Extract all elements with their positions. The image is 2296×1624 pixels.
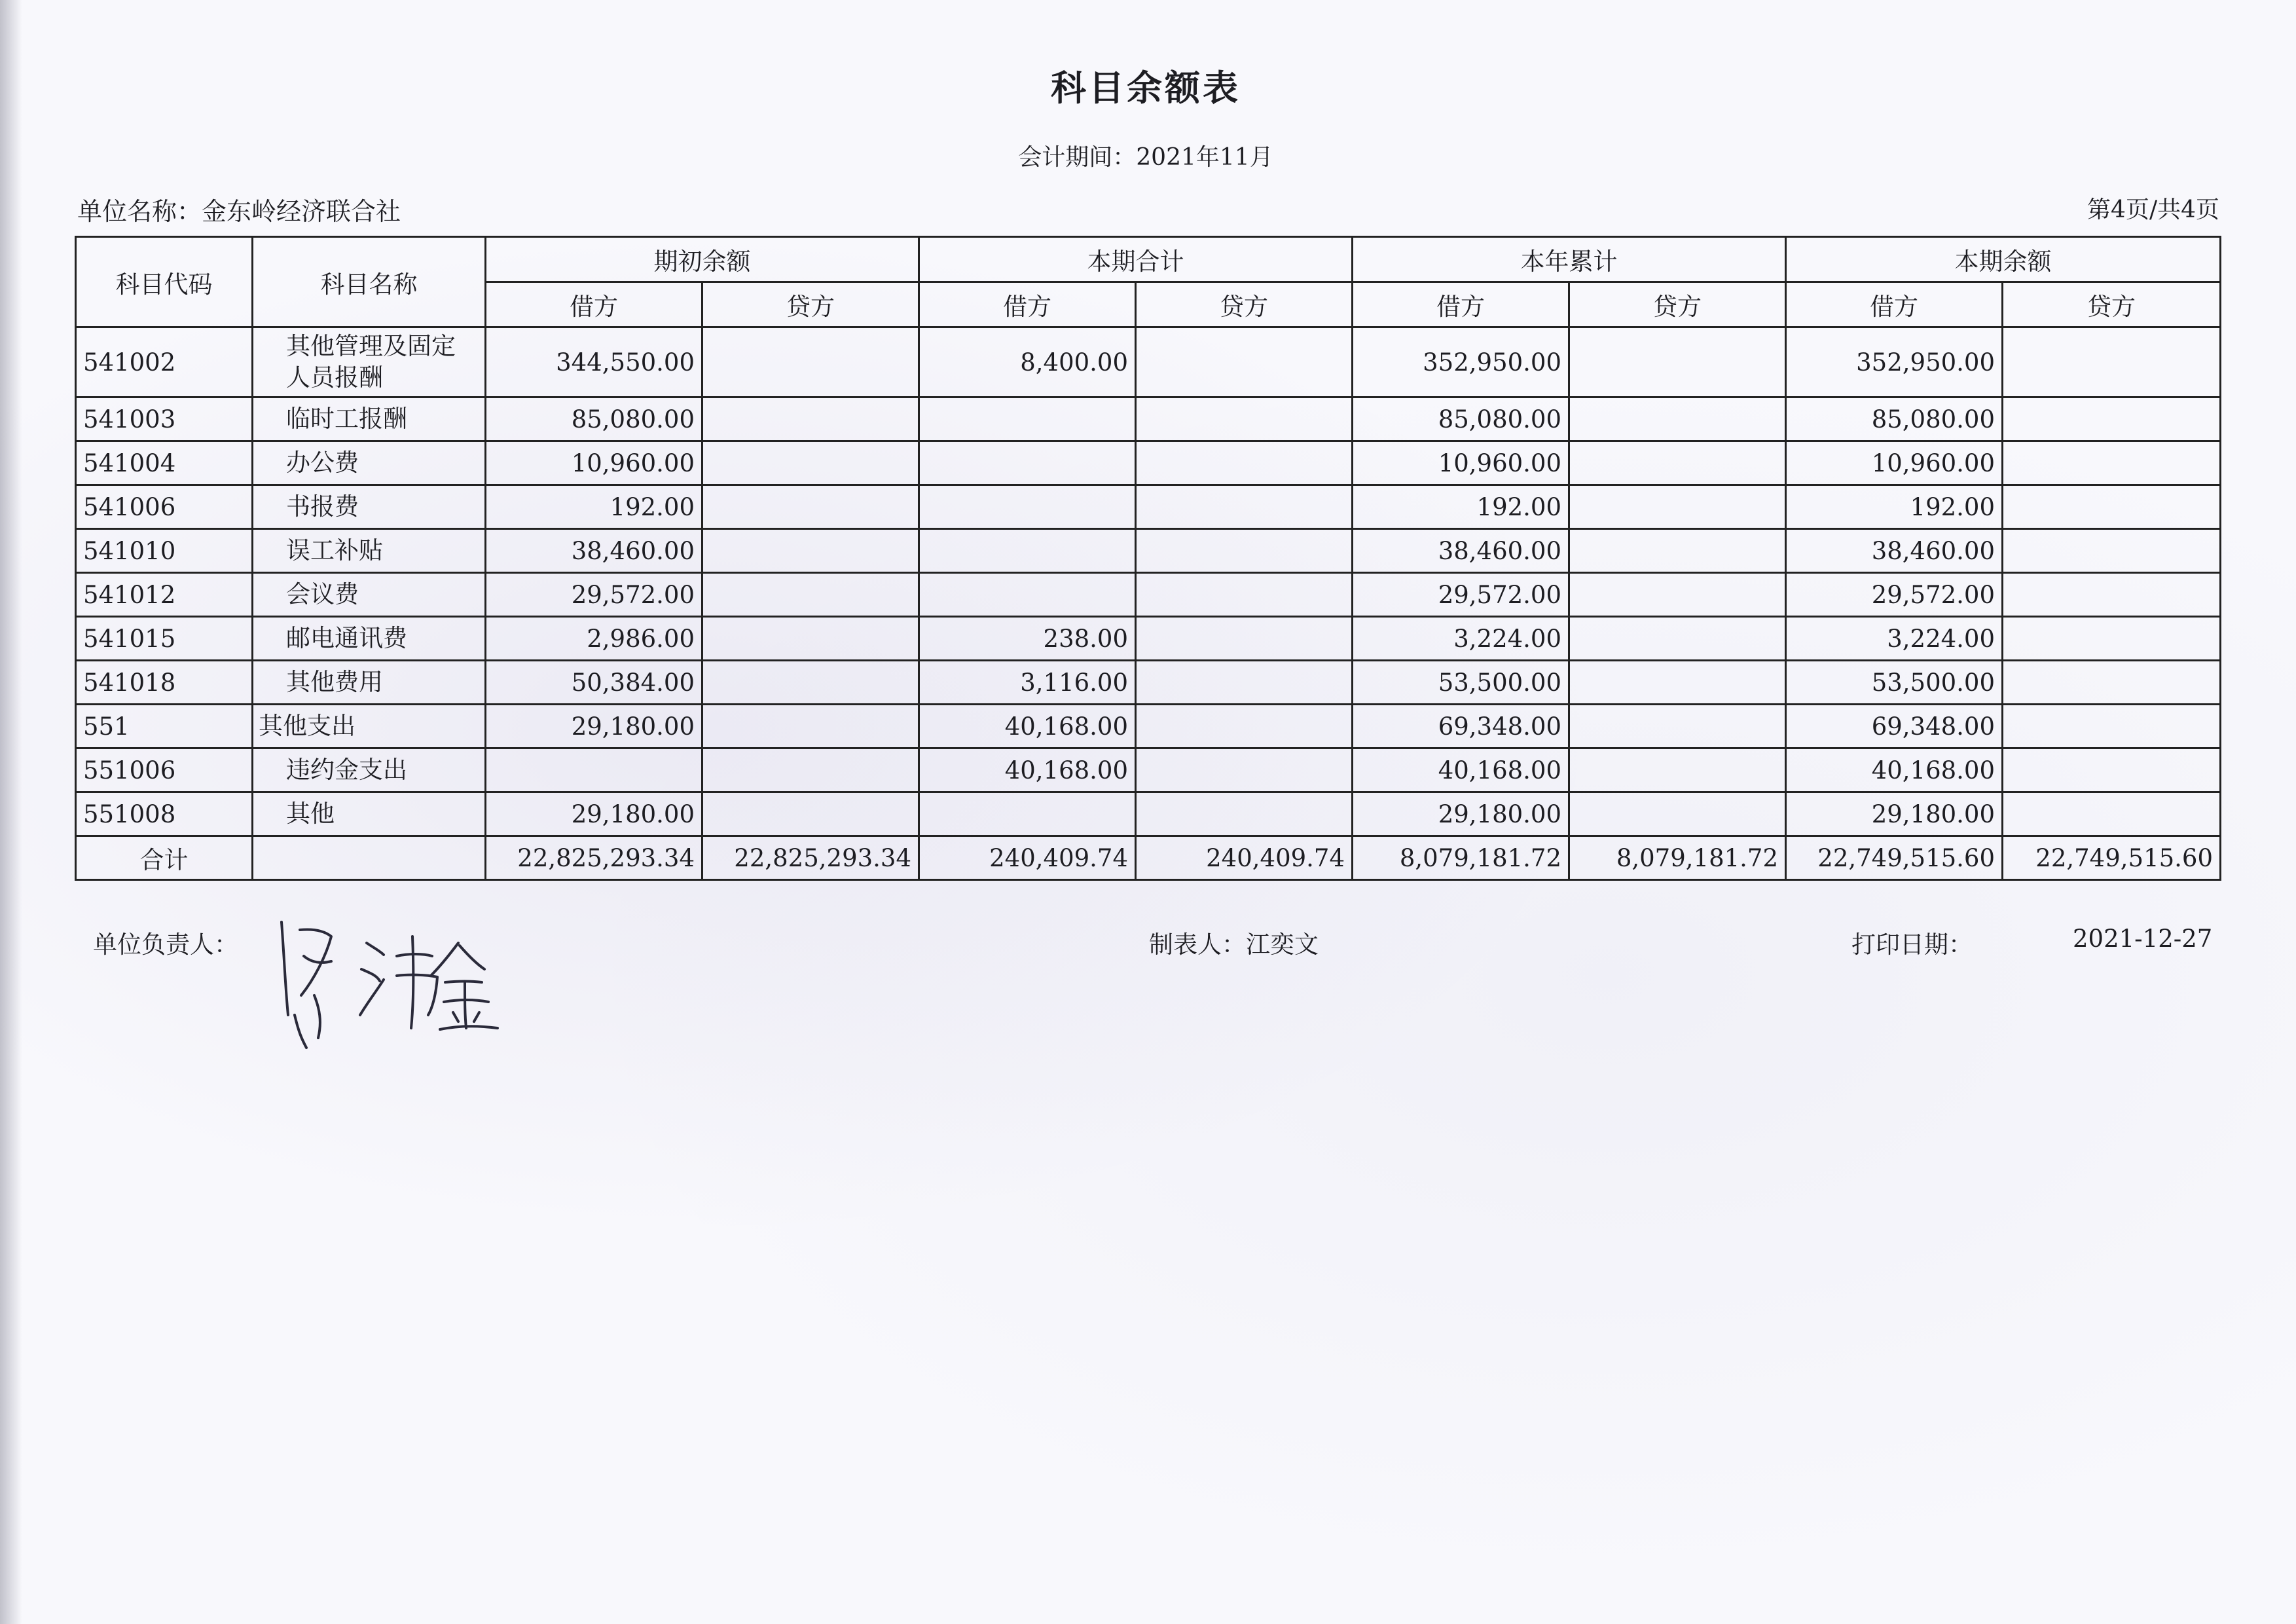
opening-debit-cell: 29,180.00 <box>486 792 702 836</box>
header-opening-balance: 期初余额 <box>486 237 919 282</box>
total-year-credit: 8,079,181.72 <box>1569 836 1786 880</box>
year-credit-cell <box>1569 792 1786 836</box>
total-year-debit: 8,079,181.72 <box>1353 836 1569 880</box>
opening-debit-cell: 10,960.00 <box>486 441 702 485</box>
period-credit-cell <box>1136 485 1353 529</box>
opening-credit-cell <box>702 327 919 397</box>
total-opening-debit: 22,825,293.34 <box>486 836 702 880</box>
account-name: 其他支出 <box>253 705 486 748</box>
opening-debit-cell: 192.00 <box>486 485 702 529</box>
account-code: 541002 <box>76 327 253 397</box>
closing-debit-cell: 40,168.00 <box>1786 748 2003 792</box>
closing-credit-cell <box>2003 705 2221 748</box>
period-credit-cell <box>1136 397 1353 441</box>
scan-edge-shadow <box>0 0 22 1624</box>
closing-debit-cell: 53,500.00 <box>1786 661 2003 705</box>
total-opening-credit: 22,825,293.34 <box>702 836 919 880</box>
header-credit: 贷方 <box>2003 282 2221 327</box>
table-row <box>76 573 2221 617</box>
total-period-credit: 240,409.74 <box>1136 836 1353 880</box>
table-row <box>76 485 2221 529</box>
period-debit-cell: 40,168.00 <box>919 705 1136 748</box>
period-debit-cell <box>919 529 1136 573</box>
opening-debit-cell: 50,384.00 <box>486 661 702 705</box>
header-debit: 借方 <box>1786 282 2003 327</box>
closing-debit-cell: 38,460.00 <box>1786 529 2003 573</box>
accounting-period: 会计期间：2021年11月 <box>1018 144 1273 171</box>
table-row <box>76 705 2221 748</box>
account-name: 其他 <box>253 792 486 836</box>
closing-credit-cell <box>2003 661 2221 705</box>
period-credit-cell <box>1136 748 1353 792</box>
year-credit-cell <box>1569 529 1786 573</box>
total-period-debit: 240,409.74 <box>919 836 1136 880</box>
report-title: 科目余额表 <box>1051 67 1241 109</box>
print-date-label: 打印日期： <box>1851 931 1973 959</box>
opening-credit-cell <box>702 397 919 441</box>
account-name: 邮电通讯费 <box>253 617 486 661</box>
period-debit-cell <box>919 573 1136 617</box>
header-year-cumulative: 本年累计 <box>1353 237 1786 282</box>
opening-credit-cell <box>702 573 919 617</box>
year-debit-cell: 352,950.00 <box>1353 327 1569 397</box>
table-body <box>76 327 2221 836</box>
table-row <box>76 617 2221 661</box>
header-debit: 借方 <box>486 282 702 327</box>
account-code: 541004 <box>76 441 253 485</box>
opening-credit-cell <box>702 485 919 529</box>
year-debit-cell: 29,180.00 <box>1353 792 1569 836</box>
header-credit: 贷方 <box>1569 282 1786 327</box>
account-code: 541015 <box>76 617 253 661</box>
year-debit-cell: 85,080.00 <box>1353 397 1569 441</box>
closing-debit-cell: 85,080.00 <box>1786 397 2003 441</box>
opening-credit-cell <box>702 529 919 573</box>
handwritten-signature <box>268 917 530 1054</box>
year-credit-cell <box>1569 705 1786 748</box>
header-debit: 借方 <box>1353 282 1569 327</box>
print-date-value: 2021-12-27 <box>2073 925 2213 953</box>
closing-debit-cell: 29,180.00 <box>1786 792 2003 836</box>
header-credit: 贷方 <box>1136 282 1353 327</box>
closing-debit-cell: 3,224.00 <box>1786 617 2003 661</box>
opening-credit-cell <box>702 705 919 748</box>
account-name: 办公费 <box>253 441 486 485</box>
table-header <box>76 237 2221 327</box>
opening-debit-cell: 38,460.00 <box>486 529 702 573</box>
account-name: 违约金支出 <box>253 748 486 792</box>
header-debit: 借方 <box>919 282 1136 327</box>
closing-credit-cell <box>2003 327 2221 397</box>
closing-debit-cell: 69,348.00 <box>1786 705 2003 748</box>
account-name: 临时工报酬 <box>253 397 486 441</box>
period-debit-cell: 238.00 <box>919 617 1136 661</box>
year-debit-cell: 40,168.00 <box>1353 748 1569 792</box>
closing-credit-cell <box>2003 485 2221 529</box>
period-credit-cell <box>1136 705 1353 748</box>
closing-credit-cell <box>2003 397 2221 441</box>
closing-debit-cell: 192.00 <box>1786 485 2003 529</box>
year-credit-cell <box>1569 327 1786 397</box>
opening-credit-cell <box>702 661 919 705</box>
account-code: 541012 <box>76 573 253 617</box>
year-credit-cell <box>1569 617 1786 661</box>
account-code: 541003 <box>76 397 253 441</box>
account-code: 551006 <box>76 748 253 792</box>
closing-credit-cell <box>2003 792 2221 836</box>
year-debit-cell: 192.00 <box>1353 485 1569 529</box>
year-debit-cell: 29,572.00 <box>1353 573 1569 617</box>
closing-credit-cell <box>2003 573 2221 617</box>
year-credit-cell <box>1569 661 1786 705</box>
account-code: 541010 <box>76 529 253 573</box>
year-credit-cell <box>1569 748 1786 792</box>
period-credit-cell <box>1136 792 1353 836</box>
preparer-label: 制表人：江奕文 <box>1149 931 1319 959</box>
header-credit: 贷方 <box>702 282 919 327</box>
year-debit-cell: 10,960.00 <box>1353 441 1569 485</box>
opening-debit-cell: 29,180.00 <box>486 705 702 748</box>
period-debit-cell <box>919 397 1136 441</box>
opening-debit-cell: 2,986.00 <box>486 617 702 661</box>
opening-credit-cell <box>702 441 919 485</box>
opening-credit-cell <box>702 748 919 792</box>
header-code: 科目代码 <box>76 237 253 327</box>
year-credit-cell <box>1569 485 1786 529</box>
header-period-total: 本期合计 <box>919 237 1353 282</box>
closing-debit-cell: 29,572.00 <box>1786 573 2003 617</box>
period-credit-cell <box>1136 529 1353 573</box>
total-closing-credit: 22,749,515.60 <box>2003 836 2221 880</box>
opening-debit-cell: 29,572.00 <box>486 573 702 617</box>
closing-debit-cell: 10,960.00 <box>1786 441 2003 485</box>
account-code: 551 <box>76 705 253 748</box>
period-debit-cell <box>919 792 1136 836</box>
account-name: 误工补贴 <box>253 529 486 573</box>
closing-credit-cell <box>2003 617 2221 661</box>
account-name: 其他管理及固定人员报酬 <box>253 327 486 397</box>
period-credit-cell <box>1136 327 1353 397</box>
opening-debit-cell: 344,550.00 <box>486 327 702 397</box>
period-debit-cell: 40,168.00 <box>919 748 1136 792</box>
account-name: 书报费 <box>253 485 486 529</box>
table-row <box>76 792 2221 836</box>
period-credit-cell <box>1136 441 1353 485</box>
closing-debit-cell: 352,950.00 <box>1786 327 2003 397</box>
total-label: 合计 <box>76 836 253 880</box>
closing-credit-cell <box>2003 748 2221 792</box>
header-name: 科目名称 <box>253 237 486 327</box>
table-row <box>76 397 2221 441</box>
balance-table <box>75 236 2221 881</box>
year-credit-cell <box>1569 397 1786 441</box>
year-debit-cell: 69,348.00 <box>1353 705 1569 748</box>
account-code: 551008 <box>76 792 253 836</box>
opening-credit-cell <box>702 792 919 836</box>
period-debit-cell <box>919 441 1136 485</box>
total-closing-debit: 22,749,515.60 <box>1786 836 2003 880</box>
table-row <box>76 748 2221 792</box>
responsible-label: 单位负责人： <box>93 931 238 959</box>
total-name-cell <box>253 836 486 880</box>
period-debit-cell: 8,400.00 <box>919 327 1136 397</box>
account-name: 其他费用 <box>253 661 486 705</box>
page-indicator: 第4页/共4页 <box>2087 196 2219 223</box>
period-debit-cell <box>919 485 1136 529</box>
period-debit-cell: 3,116.00 <box>919 661 1136 705</box>
year-debit-cell: 3,224.00 <box>1353 617 1569 661</box>
year-debit-cell: 53,500.00 <box>1353 661 1569 705</box>
table-row <box>76 529 2221 573</box>
year-debit-cell: 38,460.00 <box>1353 529 1569 573</box>
account-code: 541006 <box>76 485 253 529</box>
opening-debit-cell: 85,080.00 <box>486 397 702 441</box>
table-row <box>76 661 2221 705</box>
account-code: 541018 <box>76 661 253 705</box>
closing-credit-cell <box>2003 441 2221 485</box>
opening-debit-cell <box>486 748 702 792</box>
account-name: 会议费 <box>253 573 486 617</box>
header-closing-balance: 本期余额 <box>1786 237 2221 282</box>
period-credit-cell <box>1136 661 1353 705</box>
table-row <box>76 327 2221 397</box>
year-credit-cell <box>1569 573 1786 617</box>
total-row <box>76 836 2221 880</box>
table-row <box>76 441 2221 485</box>
period-credit-cell <box>1136 573 1353 617</box>
unit-name: 单位名称：金东岭经济联合社 <box>77 197 401 226</box>
table-total <box>76 836 2221 880</box>
period-credit-cell <box>1136 617 1353 661</box>
year-credit-cell <box>1569 441 1786 485</box>
opening-credit-cell <box>702 617 919 661</box>
closing-credit-cell <box>2003 529 2221 573</box>
